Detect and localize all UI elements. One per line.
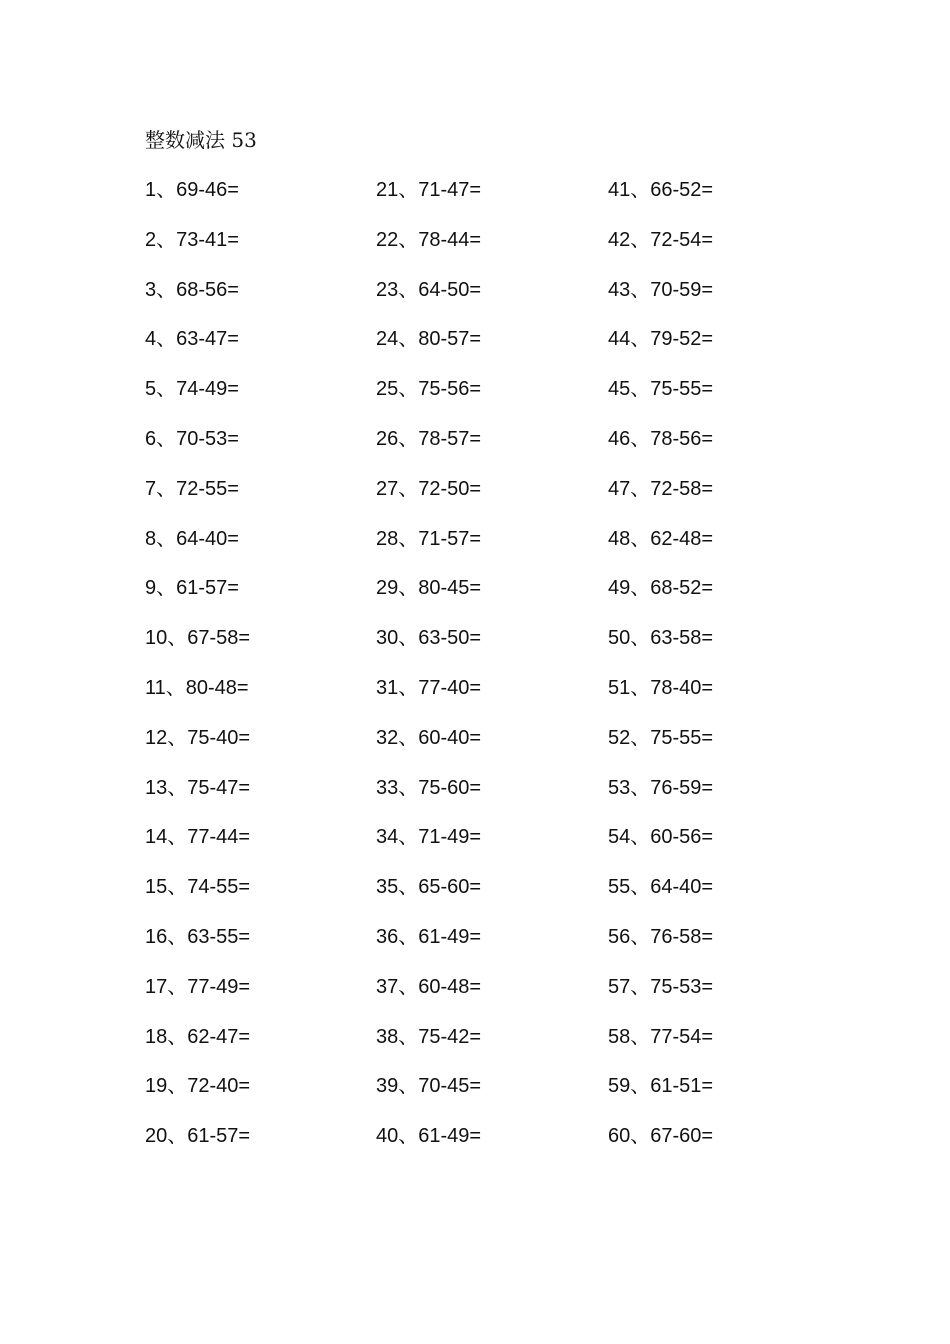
problem-item: 33、75-60=: [376, 776, 482, 799]
problem-item: 11、80-48=: [145, 676, 249, 699]
problem-item: 41、66-52=: [608, 179, 714, 201]
problem-item: 8、64-40=: [145, 527, 239, 550]
problem-item: 6、70-53=: [145, 427, 239, 450]
problem-item: 53、76-59=: [608, 776, 714, 799]
problem-item: 18、62-47=: [145, 1025, 251, 1048]
problem-item: 30、63-50=: [376, 627, 482, 650]
problem-item: 24、80-57=: [376, 328, 482, 351]
problem-item: 2、73-41=: [145, 228, 239, 251]
problem-item: 52、75-55=: [608, 726, 714, 749]
problem-item: 36、61-49=: [376, 925, 482, 948]
problem-item: 54、60-56=: [608, 826, 714, 849]
problem-item: 13、75-47=: [145, 776, 251, 799]
problem-item: 35、65-60=: [376, 876, 482, 899]
problem-column-1: [145, 176, 365, 1172]
problem-item: 21、71-47=: [376, 179, 482, 201]
problem-item: 39、70-45=: [376, 1075, 482, 1098]
problem-item: 16、63-55=: [145, 925, 251, 948]
problem-item: 44、79-52=: [608, 328, 714, 351]
problem-item: 29、80-45=: [376, 577, 482, 600]
problem-item: 40、61-49=: [376, 1125, 482, 1148]
problem-item: 43、70-59=: [608, 278, 714, 301]
problem-item: 12、75-40=: [145, 726, 251, 749]
problem-item: 48、62-48=: [608, 527, 714, 550]
problem-item: 56、76-58=: [608, 925, 714, 948]
problem-item: 46、78-56=: [608, 427, 714, 450]
problem-item: 37、60-48=: [376, 975, 482, 998]
problem-item: 4、63-47=: [145, 328, 239, 351]
problem-item: 27、72-50=: [376, 477, 482, 500]
problem-item: 55、64-40=: [608, 876, 714, 899]
problem-item: 14、77-44=: [145, 826, 251, 849]
problem-item: 31、77-40=: [376, 676, 482, 699]
problem-item: 32、60-40=: [376, 726, 482, 749]
problem-item: 38、75-42=: [376, 1025, 482, 1048]
problem-item: 50、63-58=: [608, 627, 714, 650]
worksheet-title: 整数减法 53: [145, 128, 257, 152]
problem-item: 9、61-57=: [145, 577, 239, 600]
problem-item: 20、61-57=: [145, 1125, 251, 1148]
problem-item: 1、69-46=: [145, 179, 239, 201]
problem-item: 25、75-56=: [376, 378, 482, 401]
problem-column-3: [608, 176, 828, 1172]
problem-item: 34、71-49=: [376, 826, 482, 849]
problem-item: 42、72-54=: [608, 228, 714, 251]
problem-item: 57、75-53=: [608, 975, 714, 998]
problem-item: 45、75-55=: [608, 378, 714, 401]
problem-item: 60、67-60=: [608, 1125, 714, 1148]
problem-item: 51、78-40=: [608, 676, 714, 699]
problem-item: 5、74-49=: [145, 378, 239, 401]
problem-item: 15、74-55=: [145, 876, 251, 899]
problem-item: 17、77-49=: [145, 975, 251, 998]
problem-item: 28、71-57=: [376, 527, 482, 550]
problem-item: 10、67-58=: [145, 627, 251, 650]
problem-column-2: [376, 176, 596, 1172]
problem-item: 22、78-44=: [376, 228, 482, 251]
problem-item: 19、72-40=: [145, 1075, 251, 1098]
problem-item: 47、72-58=: [608, 477, 714, 500]
problem-item: 7、72-55=: [145, 477, 239, 500]
problem-item: 59、61-51=: [608, 1075, 714, 1098]
problem-item: 23、64-50=: [376, 278, 482, 301]
problem-item: 3、68-56=: [145, 278, 239, 301]
problem-item: 26、78-57=: [376, 427, 482, 450]
problem-item: 58、77-54=: [608, 1025, 714, 1048]
problem-item: 49、68-52=: [608, 577, 714, 600]
